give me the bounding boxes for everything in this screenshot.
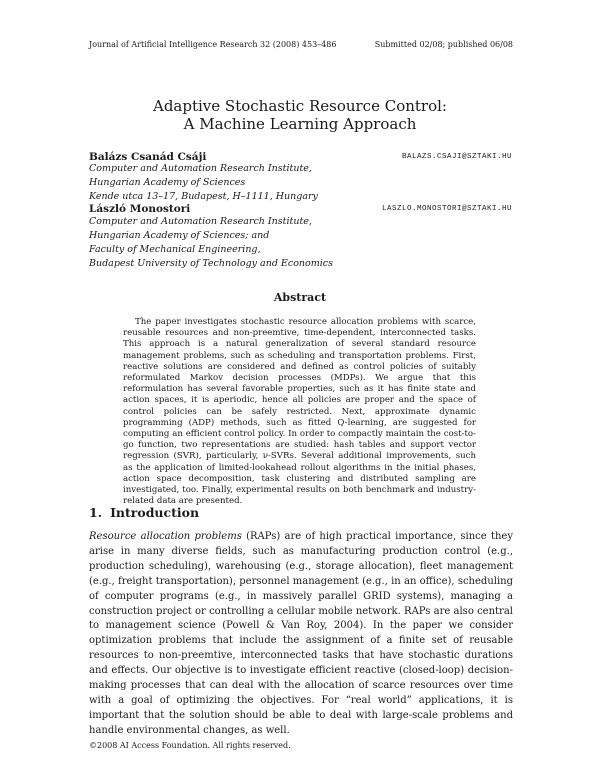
title-line-2: A Machine Learning Approach <box>183 115 417 133</box>
title-line-1: Adaptive Stochastic Resource Control: <box>153 97 447 115</box>
paper-title <box>0 97 600 133</box>
affiliation-line: Hungarian Academy of Sciences; and <box>89 230 270 241</box>
intro-lead-term: Resource allocation problems <box>89 531 242 542</box>
intro-paragraph <box>89 530 513 739</box>
affiliation-line: Computer and Automation Research Institute, <box>89 216 312 227</box>
submission-dates: Submitted 02/08; published 06/08 <box>374 40 513 49</box>
author-email: BALAZS.CSAJI@SZTAKI.HU <box>401 153 512 161</box>
author-affiliation <box>89 215 333 271</box>
section-title: Introduction <box>110 505 200 520</box>
author-affiliation <box>89 162 318 204</box>
abstract-heading: Abstract <box>273 291 327 304</box>
author-name: László Monostori <box>89 203 191 215</box>
affiliation-line: Budapest University of Technology and Economics <box>89 258 333 269</box>
author-name: Balázs Csanád Csáji <box>89 151 207 163</box>
affiliation-line: Computer and Automation Research Institute, <box>89 163 312 174</box>
intro-text: (RAPs) are of high practical importance, since they arise in many diverse fields, such as manufacturing production control (e.g., production scheduling), warehousing (e.g., storage allocation), fleet management (e.g., freight transportation), personnel management (e.g., in an office), scheduling of computer programs (e.g., in massively parallel GRID systems), managing a construction project or controlling a cellular mobile network. RAPs are also central to management science (Powell & Van Roy, 2004). In the paper we consider optimization problems that include the assignment of a finite set of reusable resources to non-preemtive, interconnected tasks that have stochastic durations and effects. Our objective is to investigate efficient reactive (closed-loop) decision-making processes that can deal with the allocation of scarce resources over time with a goal of optimizing the objectives. For “real world” applications, it is important that the solution should be able to deal with large-scale problems and handle environmental changes, as well. <box>89 531 513 736</box>
section-number: 1. <box>89 505 103 520</box>
section-heading <box>89 505 199 520</box>
affiliation-line: Hungarian Academy of Sciences <box>89 177 246 188</box>
affiliation-line: Kende utca 13–17, Budapest, H–1111, Hungary <box>89 191 318 202</box>
abstract-text <box>123 317 476 507</box>
journal-header: Journal of Artificial Intelligence Research 32 (2008) 453–486 <box>89 40 337 49</box>
author-email: LASZLO.MONOSTORI@SZTAKI.HU <box>381 205 512 213</box>
affiliation-line: Faculty of Mechanical Engineering, <box>89 244 261 255</box>
copyright-footer: ©2008 AI Access Foundation. All rights reserved. <box>89 741 291 750</box>
abstract-paragraph: The paper investigates stochastic resource allocation problems with scarce, reusable resources and non-preemtive, time-dependent, interconnected tasks. This approach is a natural generalization of several standard resource management problems, such as scheduling and transportation problems. First, reactive solutions are considered and defined as control policies of suitably reformulated Markov decision processes (MDPs). We argue that this reformulation has several favorable properties, such as it has finite state and action spaces, it is aperiodic, hence all policies are proper and the space of control policies can be safely restricted. Next, approximate dynamic programming (ADP) methods, such as fitted Q-learning, are suggested for computing an efficient control policy. In order to compactly maintain the cost-to-go function, two representations are studied: hash tables and support vector regression (SVR), particularly, ν-SVRs. Several additional improvements, such as the application of limited-lookahead rollout algorithms in the initial phases, action space decomposition, task clustering and distributed sampling are investigated, too. Finally, experimental results on both benchmark and industry-related data are presented. <box>123 317 476 507</box>
